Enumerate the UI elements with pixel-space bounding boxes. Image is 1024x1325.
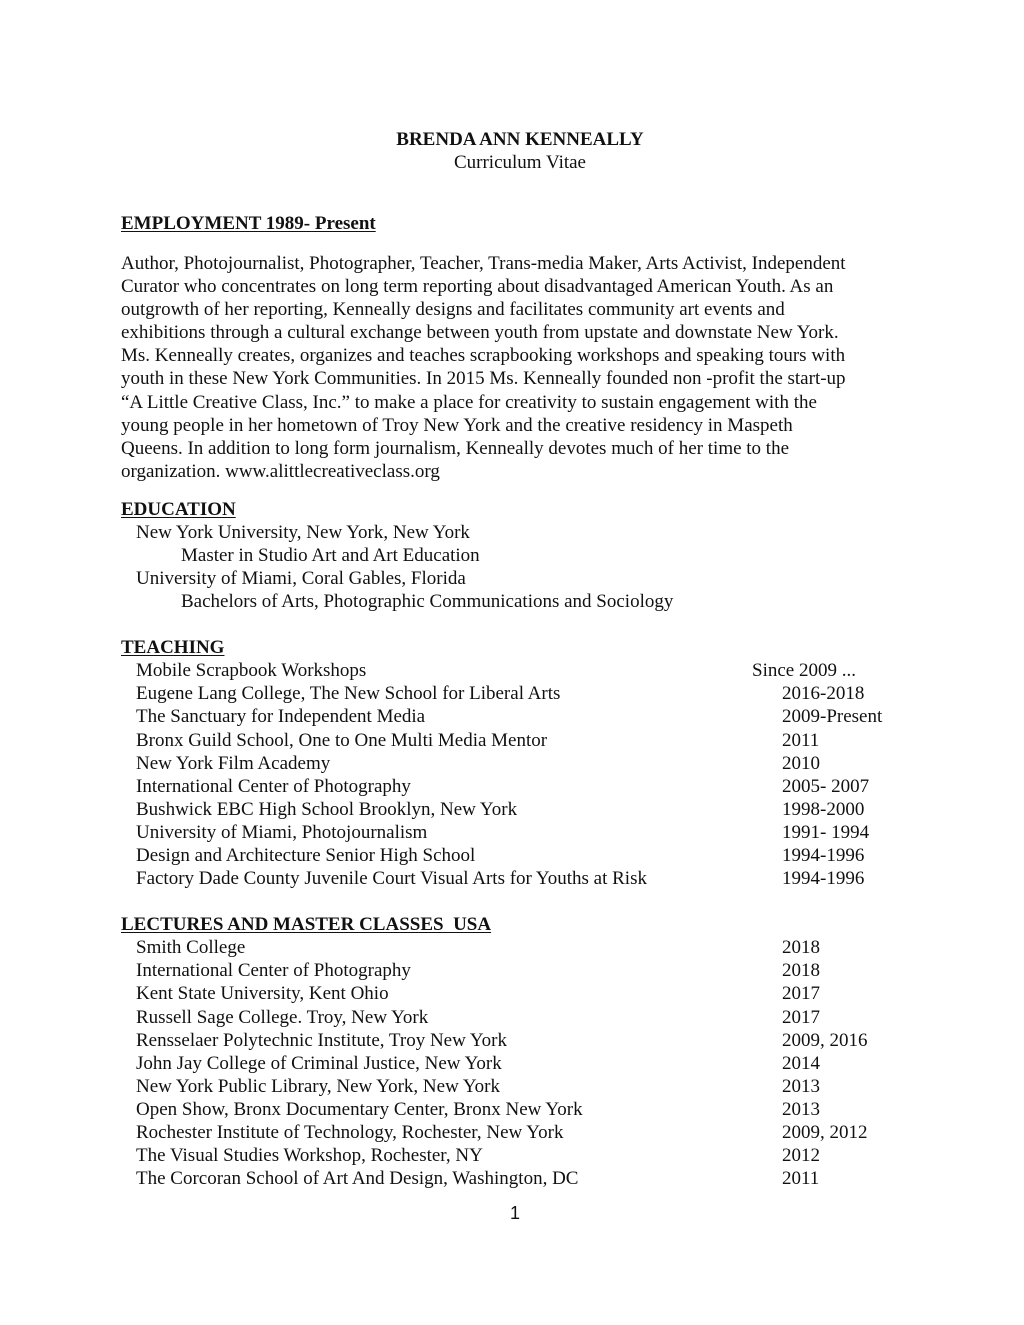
employment-line: Ms. Kenneally creates, organizes and teaches scrapbooking workshops and speaking tours with: [121, 345, 846, 367]
employment-line: exhibitions through a cultural exchange between youth from upstate and downstate New York.: [121, 322, 839, 344]
employment-heading: EMPLOYMENT 1989- Present: [121, 213, 376, 234]
lecture-item: New York Public Library, New York, New York: [136, 1076, 500, 1097]
lecture-year: 2012: [782, 1145, 820, 1166]
lecture-row: [136, 1098, 896, 1121]
lecture-year: 2014: [782, 1053, 820, 1074]
teaching-item: Design and Architecture Senior High School: [136, 845, 476, 866]
lecture-year: 2009, 2012: [782, 1122, 868, 1143]
lecture-item: Rochester Institute of Technology, Rochester, New York: [136, 1122, 564, 1143]
lecture-row: [136, 1052, 896, 1075]
lecture-item: Open Show, Bronx Documentary Center, Bronx New York: [136, 1099, 583, 1120]
teaching-item: New York Film Academy: [136, 753, 331, 774]
lecture-row: [136, 1167, 896, 1190]
teaching-item: Bronx Guild School, One to One Multi Media Mentor: [136, 730, 548, 751]
employment-paragraph: [121, 252, 901, 483]
teaching-year: 1994-1996: [782, 868, 865, 889]
education-degree: Bachelors of Arts, Photographic Communications and Sociology: [181, 591, 674, 612]
employment-line: Queens. In addition to long form journalism, Kenneally devotes much of her time to the: [121, 437, 790, 459]
teaching-row: [136, 867, 896, 890]
lecture-item: John Jay College of Criminal Justice, New York: [136, 1053, 502, 1074]
teaching-heading: TEACHING: [121, 637, 225, 658]
teaching-row: [136, 705, 896, 728]
teaching-item: Factory Dade County Juvenile Court Visual Arts for Youths at Risk: [136, 868, 647, 889]
lecture-year: 2017: [782, 983, 820, 1004]
lecture-row: [136, 1006, 896, 1029]
teaching-item: Eugene Lang College, The New School for Liberal Arts: [136, 683, 561, 704]
lecture-row: [136, 959, 896, 982]
education-heading: EDUCATION: [121, 499, 236, 520]
teaching-item: The Sanctuary for Independent Media: [136, 706, 426, 727]
lecture-year: 2009, 2016: [782, 1030, 868, 1051]
lecture-year: 2017: [782, 1007, 820, 1028]
teaching-year: Since 2009 ...: [752, 660, 856, 681]
lecture-row: [136, 1121, 896, 1144]
lecture-row: [136, 1144, 896, 1167]
lecture-item: Kent State University, Kent Ohio: [136, 983, 389, 1004]
lecture-item: International Center of Photography: [136, 960, 411, 981]
employment-line: outgrowth of her reporting, Kenneally designs and facilitates community art events and: [121, 299, 785, 321]
education-institution: New York University, New York, New York: [136, 522, 470, 543]
teaching-row: [136, 659, 896, 682]
lecture-year: 2013: [782, 1076, 820, 1097]
lecture-item: The Corcoran School of Art And Design, Washington, DC: [136, 1168, 579, 1189]
lecture-item: Smith College: [136, 937, 246, 958]
lecture-row: [136, 1029, 896, 1052]
teaching-item: University of Miami, Photojournalism: [136, 822, 428, 843]
lecture-row: [136, 1075, 896, 1098]
teaching-year: 2010: [782, 753, 820, 774]
teaching-row: [136, 682, 896, 705]
teaching-item: Bushwick EBC High School Brooklyn, New York: [136, 799, 518, 820]
employment-line: Author, Photojournalist, Photographer, Teacher, Trans-media Maker, Arts Activist, Independent: [121, 253, 846, 274]
employment-line: Curator who concentrates on long term reporting about disadvantaged American Youth. As an: [121, 276, 834, 298]
cv-subtitle: Curriculum Vitae: [453, 152, 586, 173]
teaching-row: [136, 729, 896, 752]
page-number: 1: [509, 1203, 520, 1223]
teaching-year: 2009-Present: [782, 706, 883, 727]
education-institution: University of Miami, Coral Gables, Florida: [136, 568, 466, 589]
lecture-year: 2018: [782, 937, 820, 958]
teaching-item: International Center of Photography: [136, 776, 411, 797]
teaching-row: [136, 752, 896, 775]
lecture-row: [136, 982, 896, 1005]
teaching-year: 1994-1996: [782, 845, 865, 866]
teaching-row: [136, 821, 896, 844]
employment-line: “A Little Creative Class, Inc.” to make a place for creativity to sustain engagement with the: [121, 391, 817, 413]
employment-line: organization. www.alittlecreativeclass.org: [121, 460, 440, 482]
lecture-item: Russell Sage College. Troy, New York: [136, 1007, 429, 1028]
teaching-row: [136, 798, 896, 821]
lecture-year: 2011: [782, 1168, 820, 1189]
employment-line: youth in these New York Communities. In 2015 Ms. Kenneally founded non -profit the start-up: [121, 368, 846, 390]
education-degree: Master in Studio Art and Art Education: [181, 545, 480, 566]
teaching-year: 1991- 1994: [782, 822, 870, 843]
employment-line: young people in her hometown of Troy New York and the creative residency in Maspeth: [121, 414, 793, 436]
teaching-year: 2005- 2007: [782, 776, 870, 797]
lecture-item: The Visual Studies Workshop, Rochester, NY: [136, 1145, 483, 1166]
lecture-year: 2013: [782, 1099, 820, 1120]
cv-name: BRENDA ANN KENNEALLY: [396, 129, 644, 150]
teaching-row: [136, 844, 896, 867]
teaching-item: Mobile Scrapbook Workshops: [136, 660, 367, 681]
teaching-year: 2011: [782, 730, 820, 751]
lecture-year: 2018: [782, 960, 820, 981]
teaching-year: 2016-2018: [782, 683, 865, 704]
teaching-row: [136, 775, 896, 798]
teaching-year: 1998-2000: [782, 799, 865, 820]
lectures-heading: LECTURES AND MASTER CLASSES USA: [121, 914, 492, 935]
lecture-item: Rensselaer Polytechnic Institute, Troy New York: [136, 1030, 508, 1051]
lecture-row: [136, 936, 896, 959]
